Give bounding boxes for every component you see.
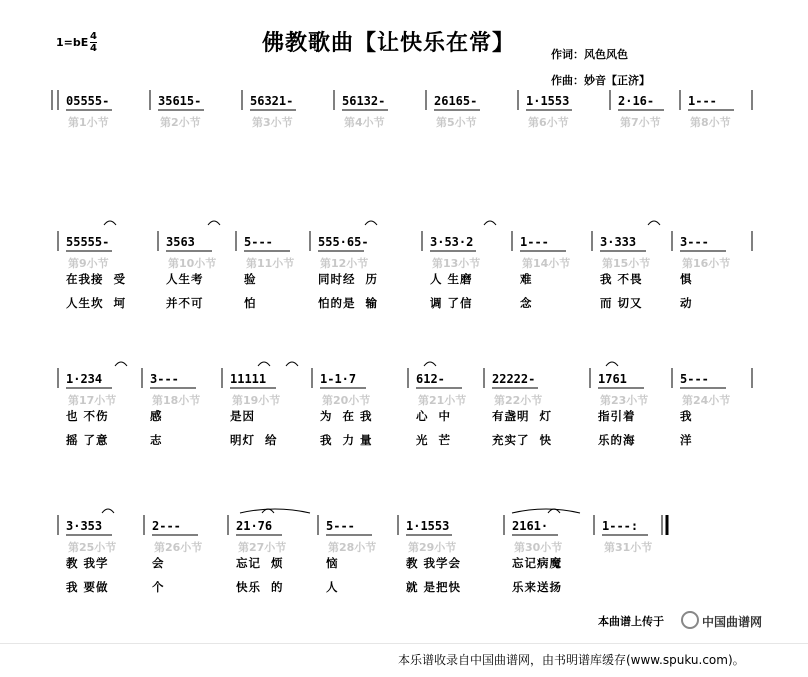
lyric-line-2: 志 bbox=[150, 433, 163, 447]
measure-label: 第13小节 bbox=[432, 257, 481, 270]
tie-arc bbox=[104, 221, 116, 225]
measure-notes: 1--- bbox=[520, 235, 549, 249]
lyric-line-1: 难 bbox=[520, 272, 533, 286]
measure-notes: 1761 bbox=[598, 372, 627, 386]
lyric-line-1: 教 我学 bbox=[66, 556, 109, 570]
lyric-line-1: 是因 bbox=[230, 409, 255, 423]
measure-label: 第26小节 bbox=[154, 541, 203, 554]
measure-notes: 1·234 bbox=[66, 372, 103, 386]
tie-arc bbox=[208, 221, 220, 225]
lyric-line-2: 就 是把快 bbox=[406, 580, 462, 594]
tie-arc bbox=[286, 362, 298, 366]
measure-notes: 1--- bbox=[688, 94, 717, 108]
tie-arc bbox=[258, 362, 270, 366]
measure-notes: 5--- bbox=[244, 235, 273, 249]
measure-notes: 3·53·2 bbox=[430, 235, 474, 249]
lyric-line-1: 在我接 受 bbox=[66, 272, 127, 286]
measure-label: 第31小节 bbox=[604, 541, 653, 554]
lyric-line-1: 也 不伤 bbox=[66, 409, 109, 423]
measure-label: 第7小节 bbox=[620, 116, 661, 129]
lyric-line-1: 感 bbox=[150, 409, 163, 423]
measure-notes: 555·65- bbox=[318, 235, 369, 249]
measure-notes: 5--- bbox=[326, 519, 355, 533]
lyric-line-2: 乐的海 bbox=[598, 433, 636, 447]
lyric-line-2: 调 了信 bbox=[430, 296, 473, 310]
footer-divider bbox=[0, 643, 808, 644]
lyric-line-1: 会 bbox=[152, 556, 165, 570]
measure-label: 第30小节 bbox=[514, 541, 563, 554]
measure-label: 第14小节 bbox=[522, 257, 571, 270]
measure-label: 第10小节 bbox=[168, 257, 217, 270]
lyric-line-2: 怕 bbox=[244, 296, 257, 310]
lyric-line-2: 洋 bbox=[680, 433, 693, 447]
lyric-line-2: 个 bbox=[152, 580, 165, 594]
lyric-line-2: 念 bbox=[520, 296, 533, 310]
time-signature-bottom: 4 bbox=[90, 43, 97, 54]
lyric-line-1: 教 我学会 bbox=[406, 556, 462, 570]
measure-notes: 1·1553 bbox=[526, 94, 570, 108]
footer-note: 本乐谱收录自中国曲谱网，由书明谱库缓存(www.spuku.com)。 bbox=[398, 653, 745, 667]
measure-label: 第24小节 bbox=[682, 394, 731, 407]
measure-notes: 2161· bbox=[512, 519, 549, 533]
measure-label: 第9小节 bbox=[68, 257, 109, 270]
lyric-line-2: 并不可 bbox=[166, 296, 204, 310]
measure-notes: 05555- bbox=[66, 94, 110, 108]
measure-notes: 56132- bbox=[342, 94, 386, 108]
measure-label: 第6小节 bbox=[528, 116, 569, 129]
measure-notes: 3--- bbox=[150, 372, 179, 386]
tie-arc bbox=[606, 362, 618, 366]
measure-notes: 3·333 bbox=[600, 235, 637, 249]
upload-text: 本曲谱上传于 bbox=[598, 615, 664, 628]
tie-arc bbox=[102, 509, 114, 513]
measure-label: 第27小节 bbox=[238, 541, 287, 554]
key-signature: 1=bE bbox=[56, 36, 89, 49]
lyric-line-1: 为 在 我 bbox=[320, 409, 373, 423]
lyric-line-2: 快乐 的 bbox=[236, 580, 284, 594]
lyric-line-1: 指引着 bbox=[598, 409, 636, 423]
measure-label: 第23小节 bbox=[600, 394, 649, 407]
measure-label: 第15小节 bbox=[602, 257, 651, 270]
measure-notes: 55555- bbox=[66, 235, 110, 249]
lyric-line-2: 明灯 给 bbox=[230, 433, 278, 447]
lyric-line-1: 我 bbox=[680, 409, 693, 423]
lyric-line-1: 人生考 bbox=[166, 272, 204, 286]
measure-notes: 26165- bbox=[434, 94, 478, 108]
measure-label: 第8小节 bbox=[690, 116, 731, 129]
lyric-line-2: 怕的是 输 bbox=[318, 296, 379, 310]
lyric-line-2: 而 切又 bbox=[600, 296, 643, 310]
measure-label: 第5小节 bbox=[436, 116, 477, 129]
measure-label: 第12小节 bbox=[320, 257, 369, 270]
lyric-line-2: 人 bbox=[326, 580, 339, 594]
measure-label: 第16小节 bbox=[682, 257, 731, 270]
measure-notes: 35615- bbox=[158, 94, 202, 108]
tie-arc bbox=[365, 221, 377, 225]
measure-label: 第11小节 bbox=[246, 257, 295, 270]
measure-notes: 56321- bbox=[250, 94, 294, 108]
site-logo-icon bbox=[681, 611, 699, 629]
lyric-line-1: 同时经 历 bbox=[318, 272, 379, 286]
measure-label: 第22小节 bbox=[494, 394, 543, 407]
tie-arc bbox=[484, 221, 496, 225]
time-signature-top: 4 bbox=[90, 31, 97, 42]
site-logo[interactable] bbox=[681, 611, 762, 630]
measure-notes: 3·353 bbox=[66, 519, 103, 533]
lyric-line-2: 我 要做 bbox=[66, 580, 109, 594]
measure-label: 第4小节 bbox=[344, 116, 385, 129]
measure-label: 第29小节 bbox=[408, 541, 457, 554]
lyric-line-2: 乐来送扬 bbox=[512, 580, 562, 594]
measure-label: 第19小节 bbox=[232, 394, 281, 407]
measure-notes: 1-1·7 bbox=[320, 372, 357, 386]
lyric-line-2: 我 力 量 bbox=[320, 433, 373, 447]
lyric-line-2: 摇 了意 bbox=[66, 433, 109, 447]
lyric-line-1: 验 bbox=[244, 272, 257, 286]
measure-label: 第3小节 bbox=[252, 116, 293, 129]
lyric-line-1: 恼 bbox=[326, 556, 339, 570]
site-logo-text: 中国曲谱网 bbox=[702, 615, 763, 629]
measure-notes: 5--- bbox=[680, 372, 709, 386]
measure-label: 第28小节 bbox=[328, 541, 377, 554]
lyric-line-1: 忘记 烦 bbox=[236, 556, 284, 570]
lyric-line-1: 忘记病魔 bbox=[512, 556, 562, 570]
tie-arc bbox=[648, 221, 660, 225]
lyric-line-1: 有盏明 灯 bbox=[492, 409, 553, 423]
measure-label: 第25小节 bbox=[68, 541, 117, 554]
measure-label: 第20小节 bbox=[322, 394, 371, 407]
measure-label: 第21小节 bbox=[418, 394, 467, 407]
lyricist-credit: 作词：风色风色 bbox=[551, 48, 628, 61]
measure-notes: 11111 bbox=[230, 372, 267, 386]
measure-notes: 3--- bbox=[680, 235, 709, 249]
measure-label: 第18小节 bbox=[152, 394, 201, 407]
lyric-line-1: 惧 bbox=[680, 272, 693, 286]
measure-label: 第2小节 bbox=[160, 116, 201, 129]
measure-label: 第17小节 bbox=[68, 394, 117, 407]
measure-notes: 2--- bbox=[152, 519, 181, 533]
measure-notes: 2·16- bbox=[618, 94, 655, 108]
measure-notes: 612- bbox=[416, 372, 445, 386]
lyric-line-2: 人生坎 坷 bbox=[66, 296, 127, 310]
measure-notes: 1·1553 bbox=[406, 519, 450, 533]
lyric-line-2: 光 芒 bbox=[416, 433, 452, 447]
measure-label: 第1小节 bbox=[68, 116, 109, 129]
composer-credit: 作曲：妙音【正济】 bbox=[551, 74, 650, 87]
slur-arc bbox=[240, 509, 310, 513]
measure-notes: 3563 bbox=[166, 235, 195, 249]
lyric-line-1: 人 生磨 bbox=[430, 272, 473, 286]
lyric-line-2: 动 bbox=[680, 296, 693, 310]
lyric-line-2: 充实了 快 bbox=[492, 433, 553, 447]
song-title: 佛教歌曲【让快乐在常】 bbox=[262, 31, 516, 56]
measure-notes: 22222- bbox=[492, 372, 536, 386]
lyric-line-1: 我 不畏 bbox=[600, 272, 643, 286]
slur-arc bbox=[512, 509, 580, 513]
tie-arc bbox=[424, 362, 436, 366]
measure-notes: 1---: bbox=[602, 519, 639, 533]
tie-arc bbox=[115, 362, 127, 366]
lyric-line-1: 心 中 bbox=[416, 409, 452, 423]
measure-notes: 21·76 bbox=[236, 519, 273, 533]
